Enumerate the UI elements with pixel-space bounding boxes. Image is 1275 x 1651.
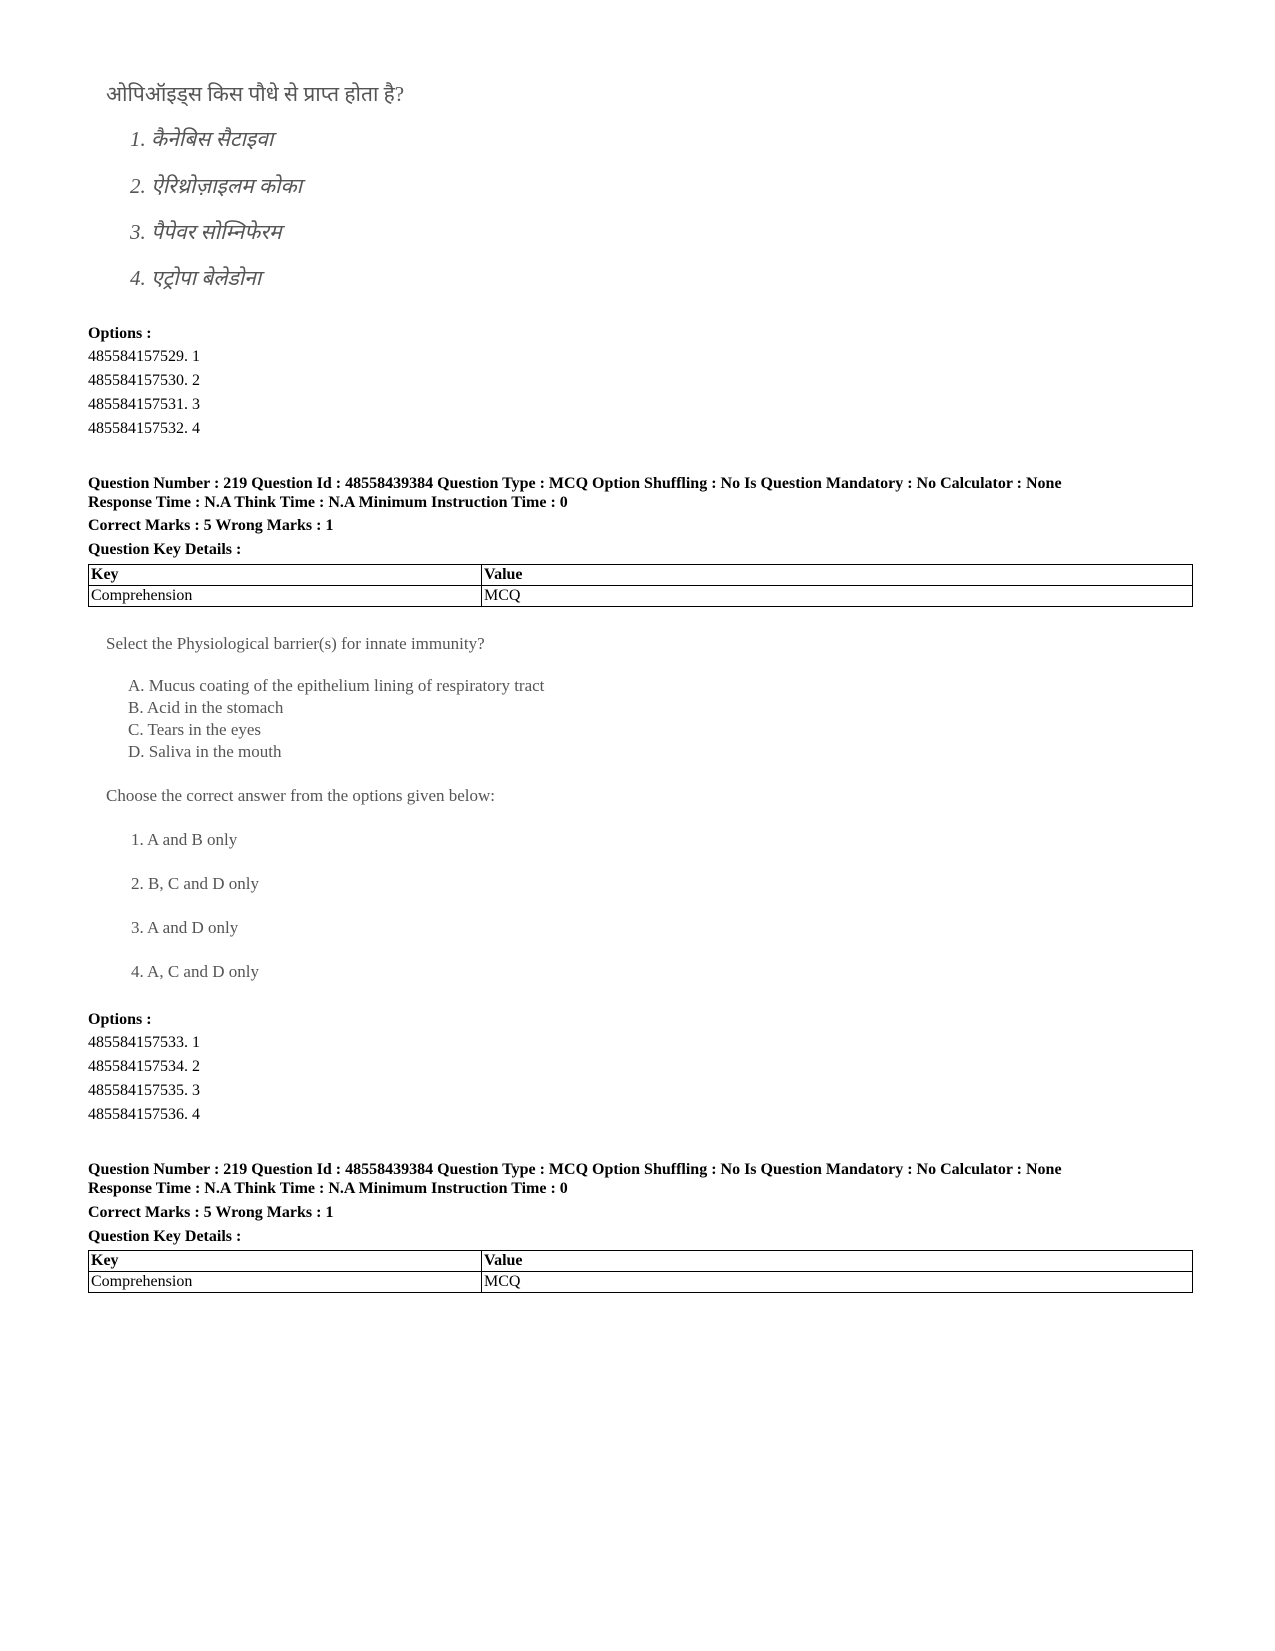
statement-b: B. Acid in the stomach	[128, 698, 284, 717]
header-key: Key	[89, 565, 482, 586]
key-details-table	[88, 1250, 1193, 1293]
question-meta-line: Question Number : 219 Question Id : 48558439384 Question Type : MCQ Option Shuffling : No Is Question Mandatory : No Calculator : None	[88, 475, 1062, 492]
question-text: Select the Physiological barrier(s) for innate immunity?	[106, 634, 485, 653]
table-row	[89, 586, 1193, 607]
header-value: Value	[482, 1251, 1193, 1272]
option-item: 485584157531. 3	[88, 396, 200, 413]
statement-c: C. Tears in the eyes	[128, 720, 262, 739]
choice-4: 4. एट्रोपा बेलेडोना	[130, 266, 262, 290]
option-item: 485584157536. 4	[88, 1106, 200, 1123]
choice-4: 4. A, C and D only	[131, 962, 259, 981]
choice-3: 3. A and D only	[131, 918, 239, 937]
option-item: 485584157530. 2	[88, 372, 200, 389]
key-details-title: Question Key Details :	[88, 1228, 242, 1245]
option-item: 485584157533. 1	[88, 1034, 200, 1051]
table-header-row	[89, 565, 1193, 586]
options-title: Options :	[88, 325, 152, 342]
marks-line: Correct Marks : 5 Wrong Marks : 1	[88, 1204, 334, 1221]
key-details-title: Question Key Details :	[88, 541, 242, 558]
header-value: Value	[482, 565, 1193, 586]
instruction-text: Choose the correct answer from the options given below:	[106, 786, 496, 805]
table-row	[89, 1272, 1193, 1293]
option-item: 485584157532. 4	[88, 420, 200, 437]
choice-3: 3. पैपेवर सोम्निफेरम	[130, 220, 282, 244]
choice-1: 1. A and B only	[131, 830, 238, 849]
header-key: Key	[89, 1251, 482, 1272]
question-meta-line: Question Number : 219 Question Id : 48558439384 Question Type : MCQ Option Shuffling : No Is Question Mandatory : No Calculator : None	[88, 1161, 1062, 1178]
option-item: 485584157535. 3	[88, 1082, 200, 1099]
question-meta-line: Response Time : N.A Think Time : N.A Minimum Instruction Time : 0	[88, 1180, 568, 1197]
option-item: 485584157529. 1	[88, 348, 200, 365]
choice-2: 2. ऐरिथ्रोज़ाइलम कोका	[130, 174, 303, 198]
option-item: 485584157534. 2	[88, 1058, 200, 1075]
cell-value: MCQ	[482, 586, 1193, 607]
table-header-row	[89, 1251, 1193, 1272]
question-meta-line: Response Time : N.A Think Time : N.A Minimum Instruction Time : 0	[88, 494, 568, 511]
cell-value: MCQ	[482, 1272, 1193, 1293]
choice-2: 2. B, C and D only	[131, 874, 259, 893]
key-details-table	[88, 564, 1193, 607]
cell-key: Comprehension	[89, 1272, 482, 1293]
cell-key: Comprehension	[89, 586, 482, 607]
statement-a: A. Mucus coating of the epithelium lining of respiratory tract	[128, 676, 545, 695]
options-title: Options :	[88, 1011, 152, 1028]
question-text: ओपिऑइड्स किस पौधे से प्राप्त होता है?	[106, 82, 405, 106]
choice-1: 1. कैनेबिस सैटाइवा	[130, 127, 274, 151]
marks-line: Correct Marks : 5 Wrong Marks : 1	[88, 517, 334, 534]
statement-d: D. Saliva in the mouth	[128, 742, 282, 761]
